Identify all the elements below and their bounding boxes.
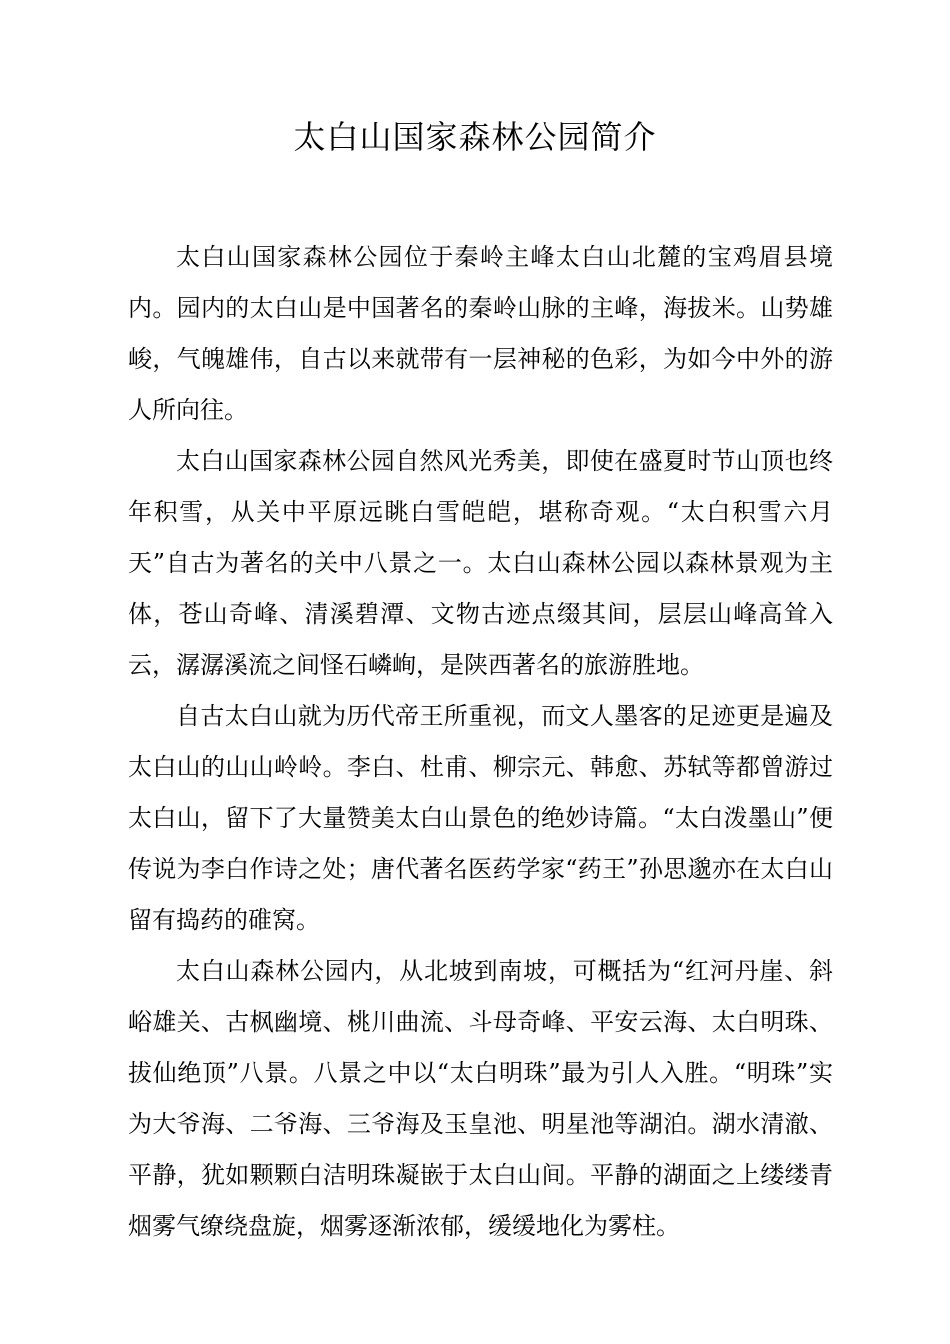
paragraph-4: 太白山森林公园内，从北坡到南坡，可概括为“红河丹崖、斜峪雄关、古枫幽境、桃川曲流、斗母奇峰、平安云海、太白明珠、拔仙绝顶”八景。八景之中以“太白明珠”最为引人入胜。“明珠”实为大爷海、二爷海、三爷海及玉皇池、明星池等湖泊。湖水清澈、平静，犹如颗颗白洁明珠凝嵌于太白山间。平静的湖面之上缕缕青烟雾气缭绕盘旋，烟雾逐渐浓郁，缓缓地化为雾柱。: [128, 957, 833, 1240]
document-body: [128, 232, 833, 1252]
paragraph-3: 自古太白山就为历代帝王所重视，而文人墨客的足迹更是遍及太白山的山山岭岭。李白、杜甫、柳宗元、韩愈、苏轼等都曾游过太白山，留下了大量赞美太白山景色的绝妙诗篇。“太白泼墨山”便传说为李白作诗之处；唐代著名医药学家“药王”孙思邈亦在太白山留有捣药的碓窝。: [128, 702, 833, 934]
paragraph-2: 太白山国家森林公园自然风光秀美，即使在盛夏时节山顶也终年积雪，从关中平原远眺白雪皑皑，堪称奇观。“太白积雪六月天”自古为著名的关中八景之一。太白山森林公园以森林景观为主体，苍山奇峰、清溪碧潭、文物古迹点缀其间，层层山峰高耸入云，潺潺溪流之间怪石嶙峋，是陕西著名的旅游胜地。: [128, 447, 833, 679]
paragraph-1: 太白山国家森林公园位于秦岭主峰太白山北麓的宝鸡眉县境内。园内的太白山是中国著名的秦岭山脉的主峰，海拔米。山势雄峻，气魄雄伟，自古以来就带有一层神秘的色彩，为如今中外的游人所向往。: [128, 243, 833, 424]
document-title: 太白山国家森林公园简介: [293, 118, 657, 156]
